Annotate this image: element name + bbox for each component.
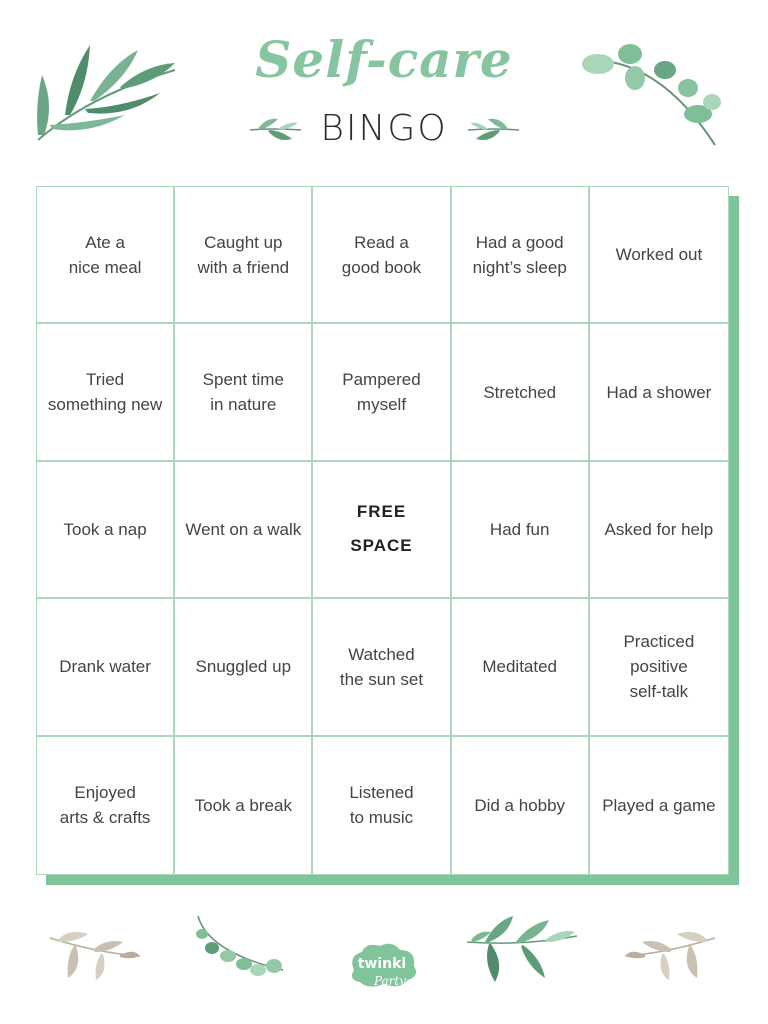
bingo-cell[interactable] [452, 599, 590, 736]
title-script: Self-care [255, 30, 513, 89]
bingo-cell-label: Worked out [615, 245, 703, 265]
bingo-cell-label: Had a shower [606, 382, 712, 402]
bingo-cell[interactable] [452, 737, 590, 874]
bingo-cell[interactable] [175, 324, 313, 461]
bingo-cell[interactable] [590, 737, 728, 874]
bingo-cell[interactable] [175, 187, 313, 324]
bingo-cell[interactable] [452, 324, 590, 461]
bingo-board [36, 186, 729, 875]
bingo-cell[interactable] [590, 462, 728, 599]
bingo-cell-label: Took a break [194, 795, 292, 815]
beige-leaf-icon [48, 928, 143, 983]
bingo-cell-label: Practiced positive self-talk [623, 632, 695, 702]
small-leaf-icon [466, 115, 521, 145]
bingo-cell-label: Stretched [483, 382, 557, 402]
bingo-cell[interactable] [452, 187, 590, 324]
bingo-cell[interactable] [37, 187, 175, 324]
twinkl-party-logo [344, 940, 424, 996]
bingo-cell[interactable] [37, 599, 175, 736]
bingo-cell-label: Meditated [482, 657, 558, 677]
bingo-cell-label: Took a nap [63, 519, 147, 539]
bingo-cell-label: Went on a walk [185, 519, 302, 539]
bingo-cell-label: Enjoyed arts & crafts [59, 783, 151, 828]
title-bingo: BINGO [320, 108, 448, 149]
bingo-cell-label: Ate a nice meal [68, 232, 142, 277]
leaf-branch-icon [465, 912, 580, 987]
bingo-cell-label: Tried something new [47, 370, 163, 415]
bingo-cell-label: Watched the sun set [339, 644, 424, 689]
bingo-cell-label: Played a game [602, 795, 716, 815]
bingo-cell-label: Listened to music [349, 783, 414, 828]
bingo-cell-label: Pampered myself [342, 370, 421, 415]
bingo-cell-label: Snuggled up [195, 657, 292, 677]
bingo-cell-label: Did a hobby [474, 795, 566, 815]
bingo-cell[interactable] [175, 462, 313, 599]
bingo-cell[interactable] [313, 187, 451, 324]
bingo-cell[interactable] [452, 462, 590, 599]
bingo-cell-label: Caught up with a friend [197, 232, 290, 277]
bingo-cell[interactable] [175, 737, 313, 874]
free-space-cell[interactable] [313, 462, 451, 599]
bingo-cell-label: Spent time in nature [202, 370, 284, 415]
logo-text-party: Party [373, 974, 407, 988]
bingo-cell-label: Asked for help [604, 519, 714, 539]
eucalyptus-sprig-icon [188, 912, 288, 982]
bingo-cell[interactable] [313, 737, 451, 874]
bingo-cell-label: Read a good book [341, 232, 422, 277]
bingo-cell[interactable] [37, 324, 175, 461]
bingo-cell[interactable] [313, 324, 451, 461]
leaf-branch-icon [30, 35, 180, 145]
bingo-cell[interactable] [590, 187, 728, 324]
bingo-cell[interactable] [37, 737, 175, 874]
bingo-cell-label: Had fun [489, 519, 550, 539]
bingo-cell[interactable] [37, 462, 175, 599]
bingo-cell[interactable] [590, 324, 728, 461]
beige-leaf-icon [622, 928, 717, 983]
bingo-cell[interactable] [175, 599, 313, 736]
bingo-cell[interactable] [313, 599, 451, 736]
bingo-cell-label: Drank water [59, 657, 151, 677]
bingo-cell-label: Had a good night’s sleep [472, 232, 567, 277]
eucalyptus-branch-icon [580, 40, 730, 150]
free-space-label: FREE SPACE [350, 502, 413, 556]
logo-text-twinkl: twinkl [357, 956, 407, 972]
bingo-cell[interactable] [590, 599, 728, 736]
small-leaf-icon [248, 115, 303, 145]
